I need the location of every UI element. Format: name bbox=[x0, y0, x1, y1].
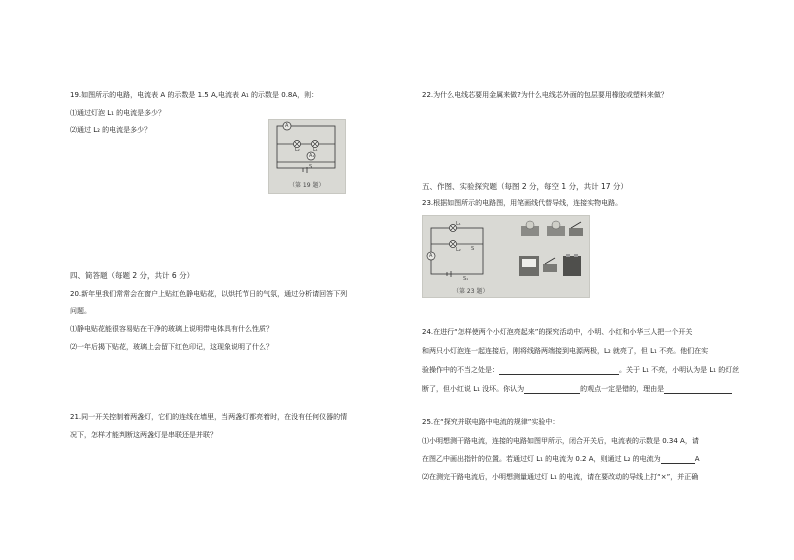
section-4-heading: 四、简答题（每题 2 分，共计 6 分） bbox=[70, 271, 195, 280]
q20-line2: 问题。 bbox=[70, 307, 91, 315]
q24-line2: 和两只小灯泡连一起连接后，刚将线路两端接到电源两极，L₂ 就亮了，但 L₁ 不亮。他们在实 bbox=[422, 347, 709, 355]
real-switch-2-icon bbox=[543, 258, 557, 272]
q24-line3-a: 验操作中的不当之处是： bbox=[422, 366, 499, 374]
q19-part1: ⑴通过灯泡 L₁ 的电流是多少？ bbox=[70, 109, 166, 117]
q20-part1: ⑴静电贴花能很容易贴在干净的玻璃上说明带电体具有什么性质？ bbox=[70, 325, 273, 333]
figure-19 bbox=[268, 119, 346, 194]
real-ammeter-icon bbox=[519, 256, 539, 276]
fig23-label-a: A bbox=[429, 253, 433, 259]
q24-line4-b: 的观点一定是错的，理由是 bbox=[580, 385, 665, 393]
q19-part2: ⑵通过 L₂ 的电流是多少？ bbox=[70, 126, 152, 134]
q21-line1: 21.同一开关控制着两盏灯，它们的连线在墙里，当两盏灯都亮着时，在没有任何仪器的情 bbox=[70, 413, 348, 421]
q25-part1-line2-a: 在图乙中画出指针的位置。若通过灯 L₁ 的电流为 0.2 A，则通过 L₂ 的电流为 bbox=[422, 455, 661, 463]
fig23-label-l1: L₁ bbox=[456, 221, 461, 227]
q20-part2: ⑵一年后揭下贴花，玻璃上会留下红色印记，这现象说明了什么？ bbox=[70, 343, 273, 351]
real-switch-icon bbox=[569, 222, 583, 236]
q25-stem: 25.在“探究并联电路中电流的规律”实验中： bbox=[422, 418, 560, 426]
fig19-label-l1: L₁ bbox=[313, 147, 318, 153]
q25-part1-line2-b: A bbox=[694, 455, 700, 463]
q25-part1-line2 bbox=[422, 455, 699, 464]
q21-line2: 况下，怎样才能判断这两盏灯是串联还是并联？ bbox=[70, 431, 217, 439]
real-lamp-l1-icon bbox=[521, 221, 539, 236]
q24-blank-2[interactable] bbox=[524, 386, 580, 394]
q25-blank-1[interactable] bbox=[661, 456, 695, 464]
q24-line4 bbox=[422, 385, 732, 394]
q24-line1: 24.在进行“怎样使两个小灯泡亮起来”的探究活动中，小明、小红和小华三人把一个开关 bbox=[422, 328, 693, 336]
fig23-label-s1: S₁ bbox=[463, 276, 469, 282]
section-5-heading: 五、作图、实验探究题（每图 2 分，每空 1 分，共计 17 分） bbox=[422, 182, 628, 191]
fig23-label-l2: L₂ bbox=[456, 247, 461, 253]
fig19-label-a: A bbox=[285, 123, 289, 129]
fig19-label-s: S bbox=[309, 164, 313, 170]
fig23-label-s: S bbox=[471, 246, 475, 252]
q23: 23.根据如图所示的电路图，用笔画线代替导线，连接实物电路。 bbox=[422, 199, 623, 207]
q25-part2-line1: ⑵在测完干路电流后，小明想测量通过灯 L₁ 的电流，请在要改动的导线上打“×”，并正确 bbox=[422, 473, 699, 481]
q24-blank-3[interactable] bbox=[664, 386, 732, 394]
figure-23-circuit bbox=[423, 216, 589, 297]
q25-part1-line1: ⑴小明想测干路电流，连接的电路如图甲所示，闭合开关后，电流表的示数是 0.34 A，请 bbox=[422, 437, 699, 445]
q24-line3 bbox=[422, 366, 739, 375]
real-components bbox=[519, 221, 583, 276]
q19-stem: 19.如图所示的电路，电流表 A 的示数是 1.5 A,电流表 A₁ 的示数是 0.8A，则： bbox=[70, 91, 319, 99]
fig19-caption: （第 19 题） bbox=[289, 182, 325, 189]
fig19-label-l2: L₂ bbox=[295, 147, 300, 153]
q24-line3-b: 。关于 L₁ 不亮，小明认为是 L₁ 的灯丝 bbox=[619, 366, 740, 374]
real-battery-icon bbox=[563, 254, 581, 276]
fig19-label-a1: A₁ bbox=[309, 153, 315, 159]
q24-blank-1[interactable] bbox=[499, 367, 619, 375]
q20-line1: 20.新年里我们常常会在窗户上贴红色静电贴花，以烘托节日的气氛，通过分析请回答下列 bbox=[70, 290, 348, 298]
fig23-caption: （第 23 题） bbox=[453, 288, 489, 295]
real-lamp-l2-icon bbox=[547, 221, 565, 236]
q24-line4-a: 断了，但小红说 L₁ 没坏。你认为 bbox=[422, 385, 525, 393]
figure-23 bbox=[422, 215, 590, 298]
q22: 22.为什么电线芯要用金属来做?为什么电线芯外面的包层要用橡胶或塑料来做？ bbox=[422, 91, 668, 99]
